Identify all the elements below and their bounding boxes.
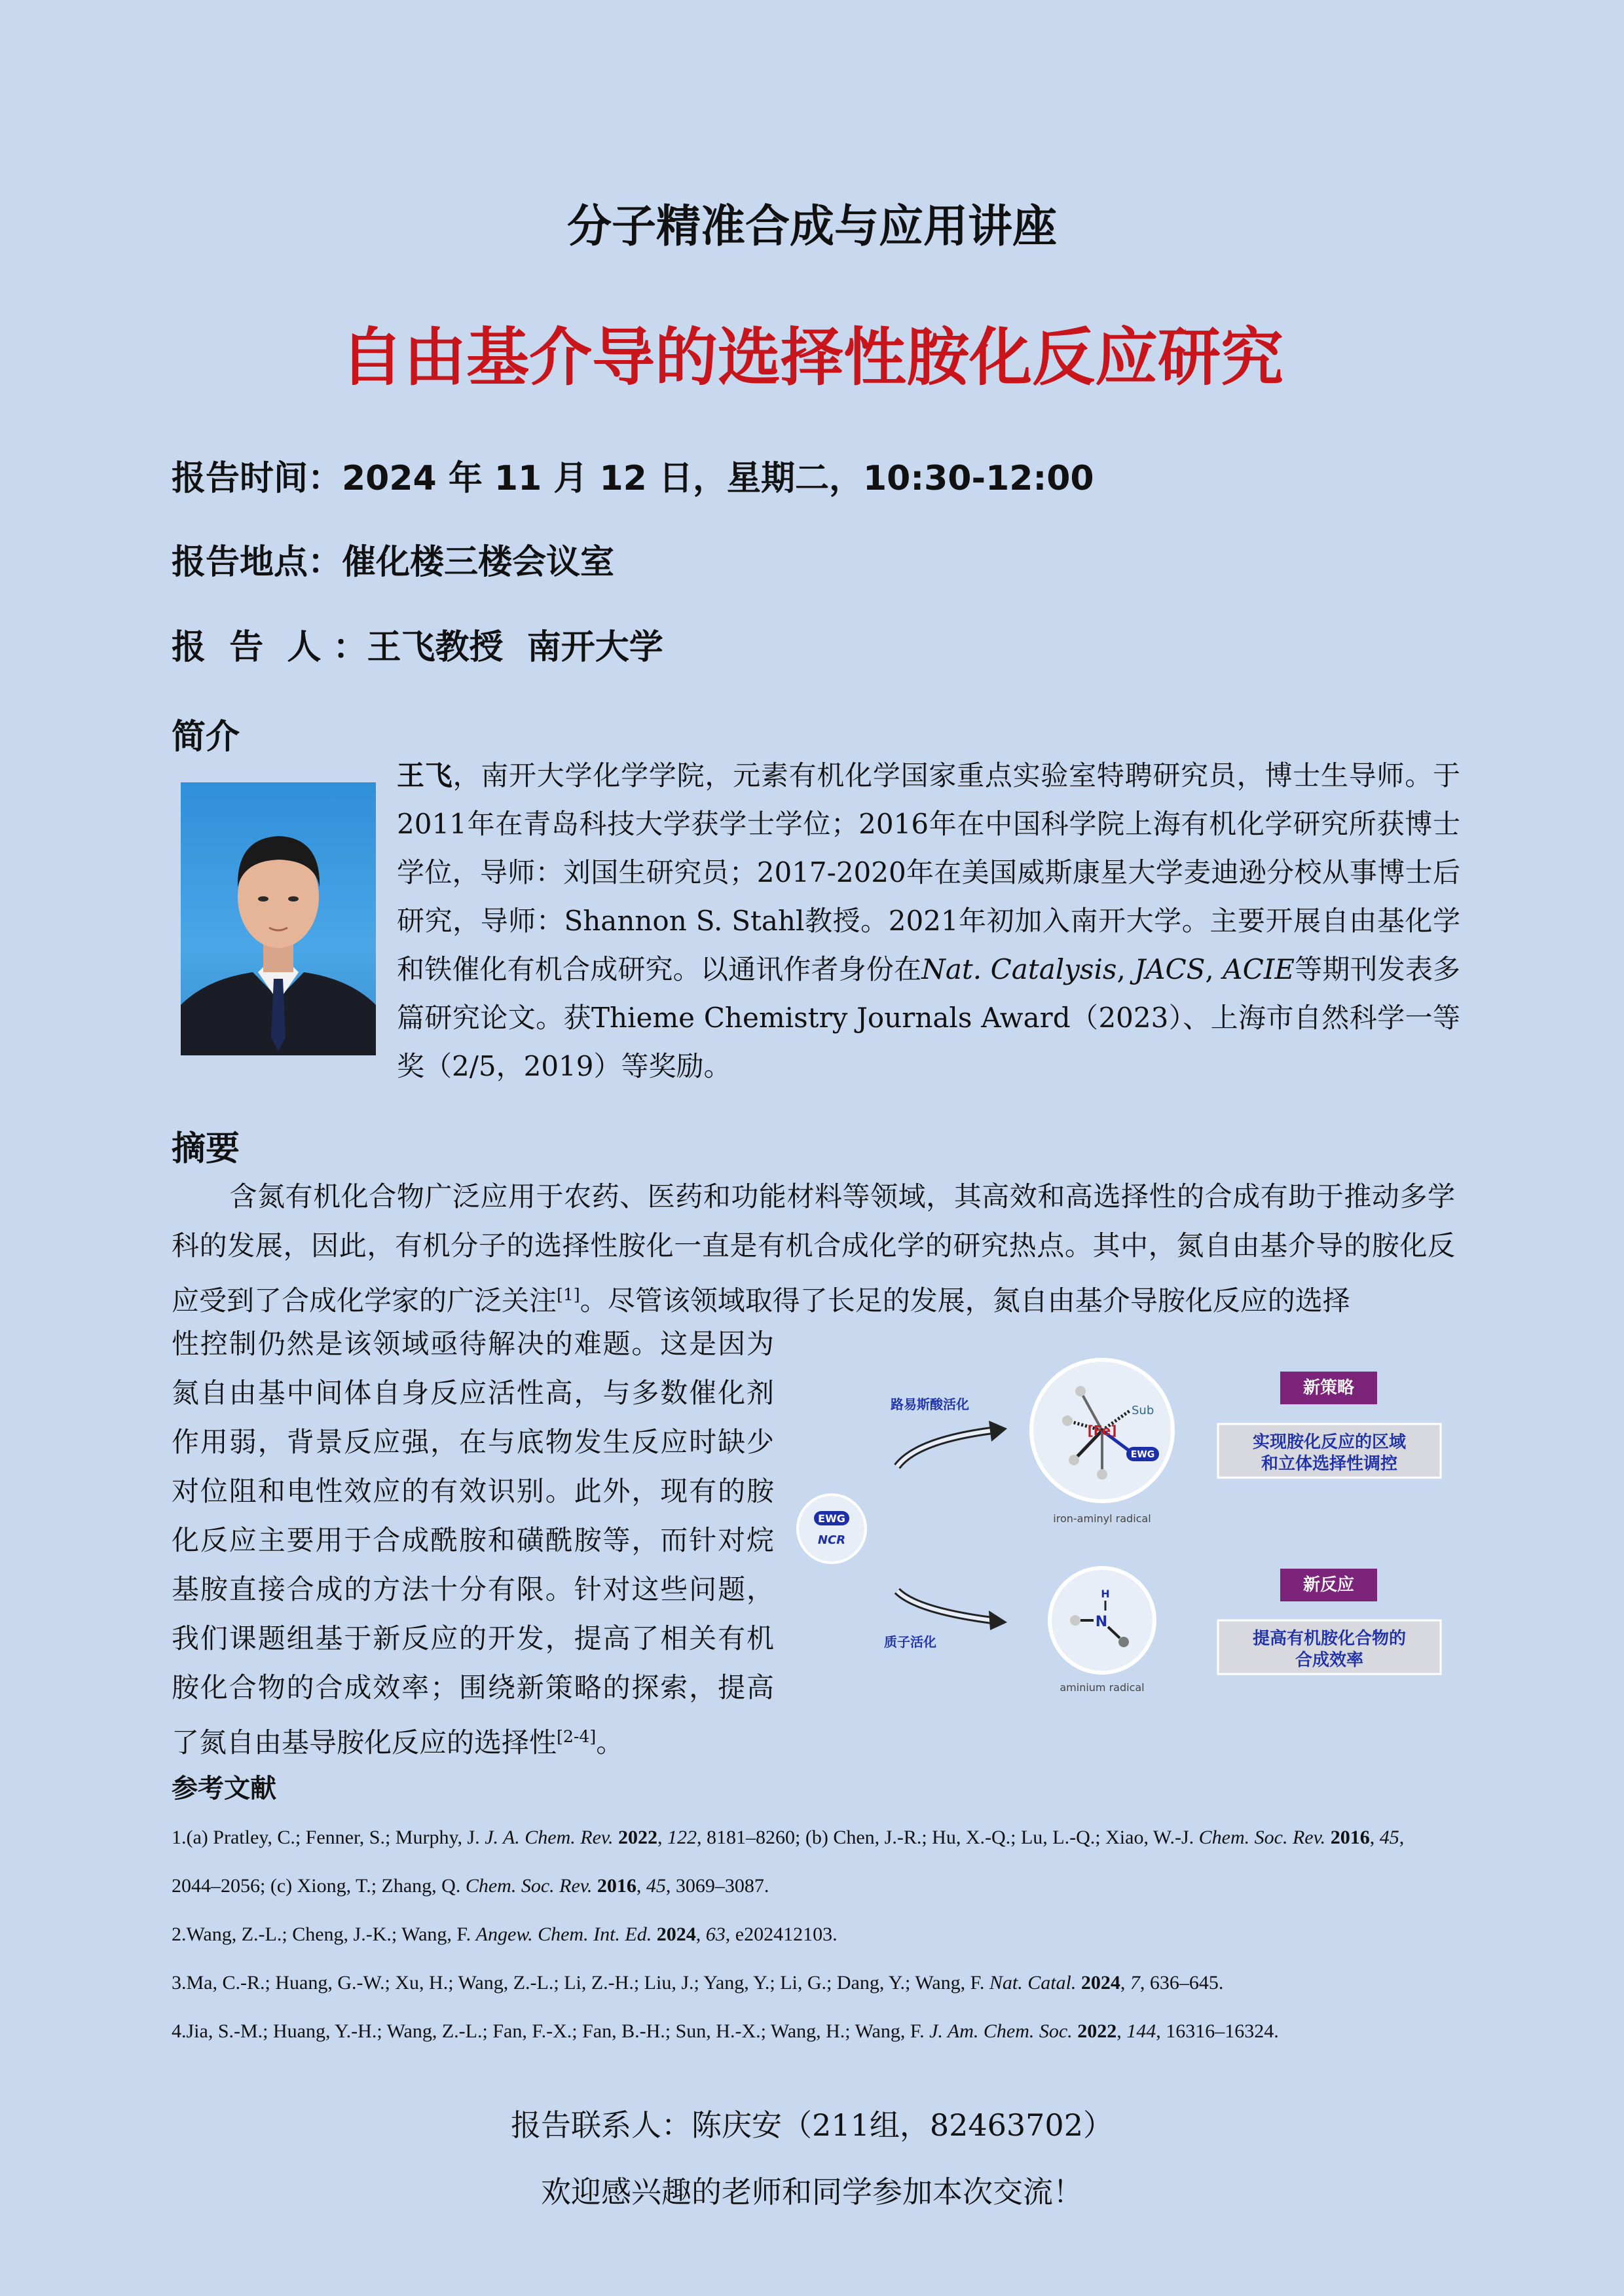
- bio-separator: ,: [1205, 953, 1223, 985]
- lewis-acid-label: 路易斯酸活化: [891, 1396, 969, 1412]
- svg-text:EWG: EWG: [818, 1512, 845, 1525]
- ref-3-authors: 3.Ma, C.-R.; Huang, G.-W.; Xu, H.; Wang, Z.-L.; Li, Z.-H.; Liu, J.; Yang, Y.; Li, G.; Dang, Y.; Wang, F.: [172, 1972, 989, 1994]
- abstract-heading: 摘要: [172, 1129, 240, 1169]
- welcome-text: 欢迎感兴趣的老师和同学参加本次交流！: [541, 2174, 1083, 2210]
- new-reaction-tag: 新反应: [1302, 1575, 1355, 1595]
- citation-1: [1]: [557, 1285, 580, 1304]
- ref-3-pages: , 636–645.: [1139, 1972, 1224, 1994]
- ref-1a-journal: J. A. Chem. Rev.: [485, 1827, 614, 1848]
- strategy-box-line-2: 和立体选择性调控: [1261, 1454, 1398, 1474]
- report-place: 报告地点：催化楼三楼会议室: [172, 543, 615, 582]
- reference-4: 4.Jia, S.-M.; Huang, Y.-H.; Wang, Z.-L.; Fan, F.-X.; Fan, B.-H.; Sun, H.-X.; Wang, H.; Wang, F. J. Am. Chem. Soc. 2022, 144, 16316–16324.: [172, 2020, 1279, 2042]
- lower-arrow: [884, 1591, 1007, 1650]
- new-reaction-panel: [1218, 1569, 1441, 1674]
- aminium-radical-label: aminium radical: [1060, 1681, 1145, 1694]
- h-atom-label: H: [1101, 1588, 1110, 1600]
- aminium-radical-icon: [1050, 1568, 1154, 1694]
- new-strategy-panel: [1218, 1372, 1441, 1478]
- ref-2-volume: 63: [705, 1923, 726, 1945]
- bio-journal-2: JACS: [1134, 953, 1206, 985]
- ref-1c-volume: 45: [646, 1875, 666, 1897]
- ref-2-pages: , e202412103.: [725, 1923, 838, 1945]
- speaker-name: 王飞: [397, 759, 453, 792]
- ref-1b-journal: Chem. Soc. Rev.: [1198, 1827, 1326, 1848]
- ref-1b-volume: 45: [1379, 1827, 1399, 1848]
- reaction-box-line-2: 合成效率: [1295, 1650, 1364, 1670]
- reference-1: 1.(a) Pratley, C.; Fenner, S.; Murphy, J. J. A. Chem. Rev. 2022, 122, 8181–8260; (b) Chen, J.-R.; Hu, X.-Q.; Lu, L.-Q.; Xiao, W.-J. Chem. Soc. Rev. 2016, 45, 2044–2056; (c) Xiong, T.; Zhang, Q. Chem. Soc. Rev. 2016, 45, 3069–3087.: [172, 1827, 1405, 1897]
- reaction-scheme: [792, 1349, 1447, 1702]
- strategy-box-line-1: 实现胺化反应的区域: [1252, 1432, 1407, 1452]
- abstract-text-1: 含氮有机化合物广泛应用于农药、医药和功能材料等领域，其高效和高选择性的合成有助于推动多学科的发展，因此，有机分子的选择性胺化一直是有机合成化学的研究热点。其中，氮自由基介导的胺化反应受到了合成化学家的广泛关注: [172, 1180, 1455, 1317]
- bio-text-1: ，南开大学化学学院，元素有机化学国家重点实验室特聘研究员，博士生导师。于2011年在青岛科技大学获学士学位；2016年在中国科学院上海有机化学研究所获博士学位，导师：刘国生研究员；2017-2020年在美国威斯康星大学麦迪逊分校从事博士后研究，导师：Shannon S. Stahl教授。2021年初加入南开大学。主要开展自由基化学和铁催化有机合成研究。以通讯作者身份在: [397, 759, 1460, 985]
- sub-label: Sub: [1132, 1404, 1154, 1417]
- iron-aminyl-radical-icon: [1031, 1360, 1173, 1525]
- ref-1a-authors: 1.(a) Pratley, C.; Fenner, S.; Murphy, J.: [172, 1827, 485, 1848]
- ref-4-volume: 144: [1126, 2020, 1156, 2042]
- ref-4-year: 2022: [1077, 2020, 1117, 2042]
- ref-2-authors: 2.Wang, Z.-L.; Cheng, J.-K.; Wang, F.: [172, 1923, 476, 1945]
- bio-text-2: 等期刊发表多篇研究论文。获Thieme Chemistry Journals Award（2023）、上海市自然科学一等奖（2/5，2019）等奖励。: [397, 953, 1460, 1082]
- n-atom-label: N: [1095, 1614, 1108, 1630]
- ref-2-journal: Angew. Chem. Int. Ed.: [475, 1923, 652, 1945]
- abstract-paragraph-top: [172, 1172, 1455, 1325]
- bio-journal-1: Nat. Catalysis: [921, 953, 1117, 985]
- reaction-box-line-1: 提高有机胺化合物的: [1252, 1629, 1407, 1649]
- speaker-bio: [397, 752, 1460, 1091]
- new-strategy-tag: 新策略: [1302, 1378, 1355, 1398]
- bio-journal-3: ACIE: [1223, 953, 1295, 985]
- ref-4-authors: 4.Jia, S.-M.; Huang, Y.-H.; Wang, Z.-L.; Fan, F.-X.; Fan, B.-H.; Sun, H.-X.; Wang, H.; Wang, F.: [172, 2020, 930, 2042]
- report-time: 报告时间：2024 年 11 月 12 日，星期二，10:30-12:00: [172, 459, 1094, 498]
- ref-1c-authors: 2044–2056; (c) Xiong, T.; Zhang, Q.: [172, 1875, 466, 1897]
- ref-2-year: 2024: [656, 1923, 696, 1945]
- report-speaker: 报 告 人 ：王飞教授 南开大学: [172, 628, 663, 667]
- reference-2: 2.Wang, Z.-L.; Cheng, J.-K.; Wang, F. Angew. Chem. Int. Ed. 2024, 63, e202412103.: [172, 1923, 838, 1945]
- abstract-paragraph-left: [172, 1319, 774, 1767]
- contact-person: 报告联系人：陈庆安（211组，82463702）: [511, 2107, 1113, 2143]
- speaker-portrait-graphic: [181, 782, 376, 1055]
- citation-2-4: [2-4]: [557, 1727, 597, 1746]
- lecture-series-title: 分子精准合成与应用讲座: [566, 201, 1057, 253]
- ref-3-year: 2024: [1080, 1972, 1120, 1994]
- ref-1a-pages: , 8181–8260; (b) Chen, J.-R.; Hu, X.-Q.; Lu, L.-Q.; Xiao, W.-J.: [697, 1827, 1199, 1848]
- fe-label: [Fe]: [1087, 1423, 1117, 1438]
- abstract-text-3: 性控制仍然是该领域亟待解决的难题。这是因为氮自由基中间体自身反应活性高，与多数催化剂作用弱，背景反应强，在与底物发生反应时缺少对位阻和电性效应的有效识别。此外，现有的胺化反应主要用于合成酰胺和磺酰胺等，而针对烷基胺直接合成的方法十分有限。针对这些问题，我们课题组基于新反应的开发，提高了相关有机胺化合物的合成效率；围绕新策略的探索，提高了氮自由基导胺化反应的选择性: [172, 1328, 774, 1758]
- ref-1a-volume: 122: [667, 1827, 697, 1848]
- ref-4-journal: J. Am. Chem. Soc.: [929, 2020, 1073, 2042]
- ref-1b-year: 2016: [1330, 1827, 1370, 1848]
- abstract-text-4: 。: [596, 1726, 624, 1758]
- bio-separator: ,: [1116, 953, 1135, 985]
- references-heading: 参考文献: [172, 1774, 276, 1804]
- ref-1c-year: 2016: [597, 1875, 637, 1897]
- ref-3-journal: Nat. Catal.: [989, 1972, 1077, 1994]
- proton-activation-label: 质子活化: [884, 1634, 936, 1650]
- abstract-text-2: 。尽管该领域取得了长足的发展，氮自由基介导胺化反应的选择: [580, 1285, 1350, 1317]
- ref-1c-pages: , 3069–3087.: [665, 1875, 769, 1897]
- svg-text:EWG: EWG: [1130, 1449, 1155, 1460]
- talk-title: 自由基介导的选择性胺化反应研究: [341, 321, 1283, 394]
- ncr-label: NCR: [817, 1533, 846, 1547]
- bio-heading: 简介: [172, 718, 240, 757]
- ref-1a-year: 2022: [618, 1827, 658, 1848]
- upper-arrow: [891, 1396, 1007, 1467]
- ref-4-pages: , 16316–16324.: [1156, 2020, 1279, 2042]
- iron-aminyl-radical-label: iron-aminyl radical: [1053, 1512, 1151, 1525]
- ref-1b-tail: ,: [1399, 1827, 1405, 1848]
- ref-3-volume: 7: [1130, 1972, 1140, 1994]
- ref-1c-journal: Chem. Soc. Rev.: [465, 1875, 593, 1897]
- speaker-photo: [181, 782, 376, 1055]
- ncr-reagent-icon: [798, 1495, 866, 1563]
- reference-3: 3.Ma, C.-R.; Huang, G.-W.; Xu, H.; Wang, Z.-L.; Li, Z.-H.; Liu, J.; Yang, Y.; Li, G.; Dang, Y.; Wang, F. Nat. Catal. 2024, 7, 636–645.: [172, 1972, 1224, 1994]
